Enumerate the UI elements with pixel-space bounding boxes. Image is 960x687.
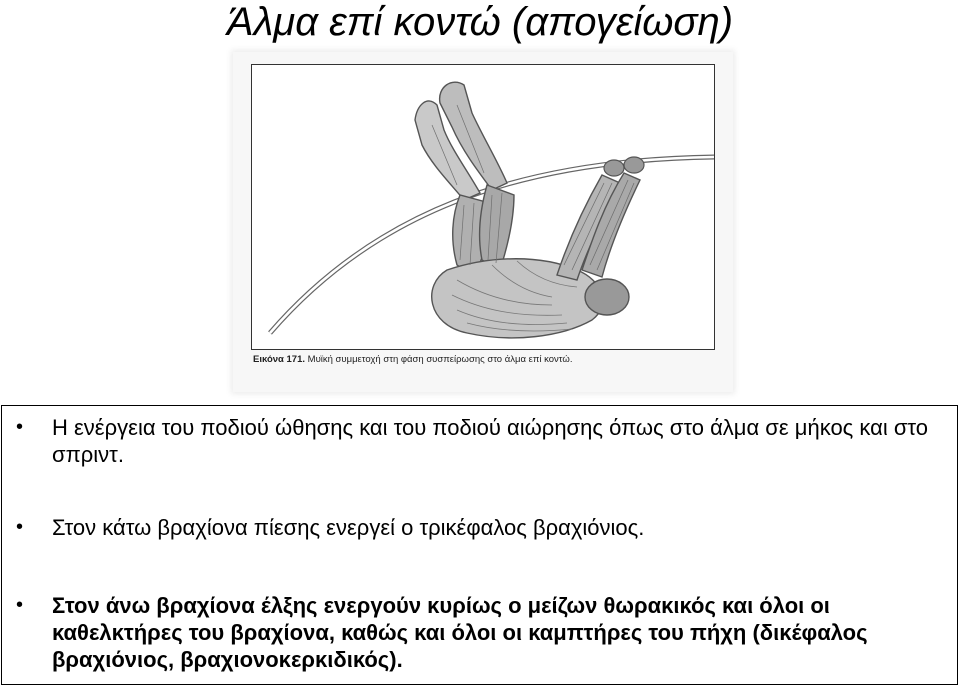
head xyxy=(585,279,629,315)
figure-caption xyxy=(253,354,572,365)
figure-caption-label: Εικόνα 171. xyxy=(253,354,306,365)
pole-vaulter-drawing xyxy=(252,65,714,349)
bullet-item xyxy=(16,514,946,541)
bullet-item xyxy=(16,592,946,673)
figure-caption-text: Μυϊκή συμμετοχή στη φάση συσπείρωσης στο άλμα επί κοντώ. xyxy=(305,354,573,365)
bullet-item xyxy=(16,414,946,468)
bullet-marker: • xyxy=(16,516,24,538)
figure-panel xyxy=(233,52,733,392)
slide-title: Άλμα επί κοντώ (απογείωση) xyxy=(226,0,734,44)
bullet-text-box xyxy=(1,405,958,685)
bullet-text: Στον κάτω βραχίονα πίεσης ενεργεί ο τρικέφαλος βραχιόνιος. xyxy=(52,515,645,540)
hand-right xyxy=(624,157,644,173)
hand-left xyxy=(604,160,624,176)
bullet-text: Στον άνω βραχίονα έλξης ενεργούν κυρίως ο μείζων θωρακικός και όλοι οι καθελκτήρες του βραχίονα, καθώς και όλοι οι καμπτήρες του πήχη (δικέφαλος βραχιόνιος, βραχιονοκερκιδικός). xyxy=(52,593,868,672)
figure-illustration xyxy=(251,64,715,350)
bullet-text: Η ενέργεια του ποδιού ώθησης και του ποδιού αιώρησης όπως στο άλμα σε μήκος και στο σπριντ. xyxy=(52,415,929,467)
bullet-marker: • xyxy=(16,416,24,438)
bullet-marker: • xyxy=(16,594,24,616)
